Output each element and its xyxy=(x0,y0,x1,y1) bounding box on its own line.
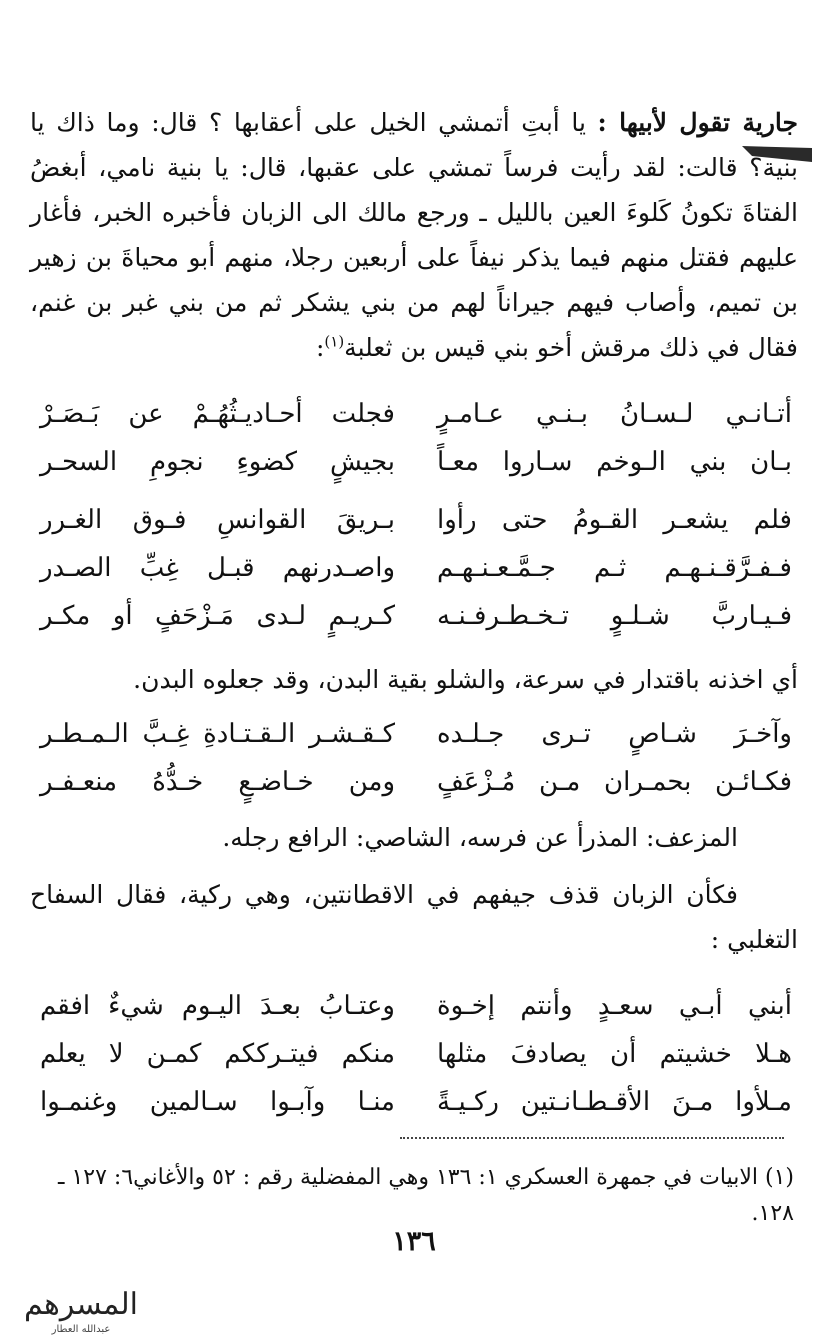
paragraph-lead: جارية تقول لأبيها : xyxy=(597,108,798,137)
paragraph-text: فكأن الزبان قذف جيفهم في الاقطانتين، وهي ركية، فقال السفاح التغلبي : xyxy=(30,880,798,954)
verse-line xyxy=(40,496,792,544)
second-hemistich: واصـدرنهم قبـل غِبِّ الصـدر xyxy=(40,553,395,583)
logo-sub-text: عبدالله العطار xyxy=(51,1324,111,1335)
second-hemistich: فجلت أحـاديـثُهُـمْ عن بَـصَـرْ xyxy=(40,399,395,429)
first-hemistich: بـان بني الـوخم سـاروا معـاً xyxy=(437,447,792,477)
verse-line xyxy=(40,592,792,640)
footnote-divider xyxy=(400,1137,784,1139)
first-hemistich: هـلا خشيتم أن يصادفَ مثلها xyxy=(437,1039,792,1069)
second-hemistich: وعتـابُ بعـدَ اليـوم شيءٌ افقم xyxy=(40,991,395,1021)
verse-line xyxy=(40,390,792,438)
first-hemistich: أتـانـي لـسـانُ بـنـي عـامـرٍ xyxy=(437,399,792,429)
first-hemistich: فـيـاربَّ شـلـوٍ تـخـطـرفـنـه xyxy=(437,601,792,631)
verse-line xyxy=(40,438,792,486)
second-hemistich: منـا وآبـوا سـالمين وغنمـوا xyxy=(40,1087,395,1117)
verse-line xyxy=(40,1078,792,1126)
footnote-reference: (١) xyxy=(324,332,345,351)
paragraph-tail: : xyxy=(315,333,325,362)
intro-paragraph xyxy=(30,100,798,370)
verse-line xyxy=(40,544,792,592)
first-hemistich: فلم يشعـر القـومُ حتى رأوا xyxy=(437,505,792,535)
second-paragraph xyxy=(30,872,798,962)
second-hemistich: كـقـشـر الـقـتـادةِ غِـبَّ الـمـطـر xyxy=(40,719,395,749)
calligraphy-logo xyxy=(6,1280,156,1335)
first-hemistich: وآخـرَ شـاصٍ تـرى جـلـده xyxy=(437,719,792,749)
second-hemistich: منكم فيتـرككم كمـن لا يعلم xyxy=(40,1039,395,1069)
verse-line xyxy=(40,1030,792,1078)
second-hemistich: بـريقَ القوانسِ فـوق الغـرر xyxy=(40,505,395,535)
second-hemistich: كـريـمٍ لـدى مَـزْحَفٍ أو مكـر xyxy=(40,601,395,631)
verse-line xyxy=(40,758,792,806)
verse-line xyxy=(40,710,792,758)
footnote: (١) الابيات في جمهرة العسكري ١: ١٣٦ وهي المفضلية رقم : ٥٢ والأغاني٦: ١٢٧ ـ ١٢٨. xyxy=(58,1165,794,1226)
poem-two xyxy=(40,710,792,806)
first-hemistich: فكـائـن بحمـران مـن مُـزْعَفٍ xyxy=(437,767,792,797)
poem-one xyxy=(40,390,792,640)
second-hemistich: ومن خـاضـعٍ خـدُّهُ منعـفـر xyxy=(40,767,395,797)
poem-three xyxy=(40,982,792,1126)
second-hemistich: بجيشٍ كضوءِ نجومِ السحـر xyxy=(40,447,395,477)
paragraph-text: يا أبتِ أتمشي الخيل على أعقابها ؟ قال: وما ذاك يا بنية؟ قالت: لقد رأيت فرساً تمشي على عقبها، قال: يا بنية نامي، أبغضُ الفتاةَ تكونُ كَلوءَ العين بالليل ـ ورجع مالك الى الزبان فأخبره الخبر، فأغار عليهم فقتل منهم فيما يذكر نيفاً على أربعين رجلا، منهم أبو محياةَ بن زهير بن تميم، وأصاب فيهم جيراناً لهم من بني يشكر ثم من بني غبر بن غنم، فقال في ذلك مرقش أخو بني قيس بن ثعلبة xyxy=(30,108,798,362)
gloss-one: أي اخذنه باقتدار في سرعة، والشلو بقية البدن، وقد جعلوه البدن. xyxy=(133,665,798,694)
first-hemistich: أبني أبـي سعـدٍ وأنتم إخـوة xyxy=(437,991,792,1021)
first-hemistich: فـفـرَّقـنـهـم ثـم جـمَّـعـنـهـم xyxy=(437,553,792,583)
first-hemistich: مـلأوا مـنَ الأقـطـانـتين ركـيـةً xyxy=(437,1087,792,1117)
page-number: ١٣٦ xyxy=(392,1226,436,1257)
logo-main-text: المسرهم xyxy=(24,1287,138,1322)
verse-line xyxy=(40,982,792,1030)
gloss-two: المزعف: المذرأ عن فرسه، الشاصي: الرافع رجله. xyxy=(222,823,738,852)
